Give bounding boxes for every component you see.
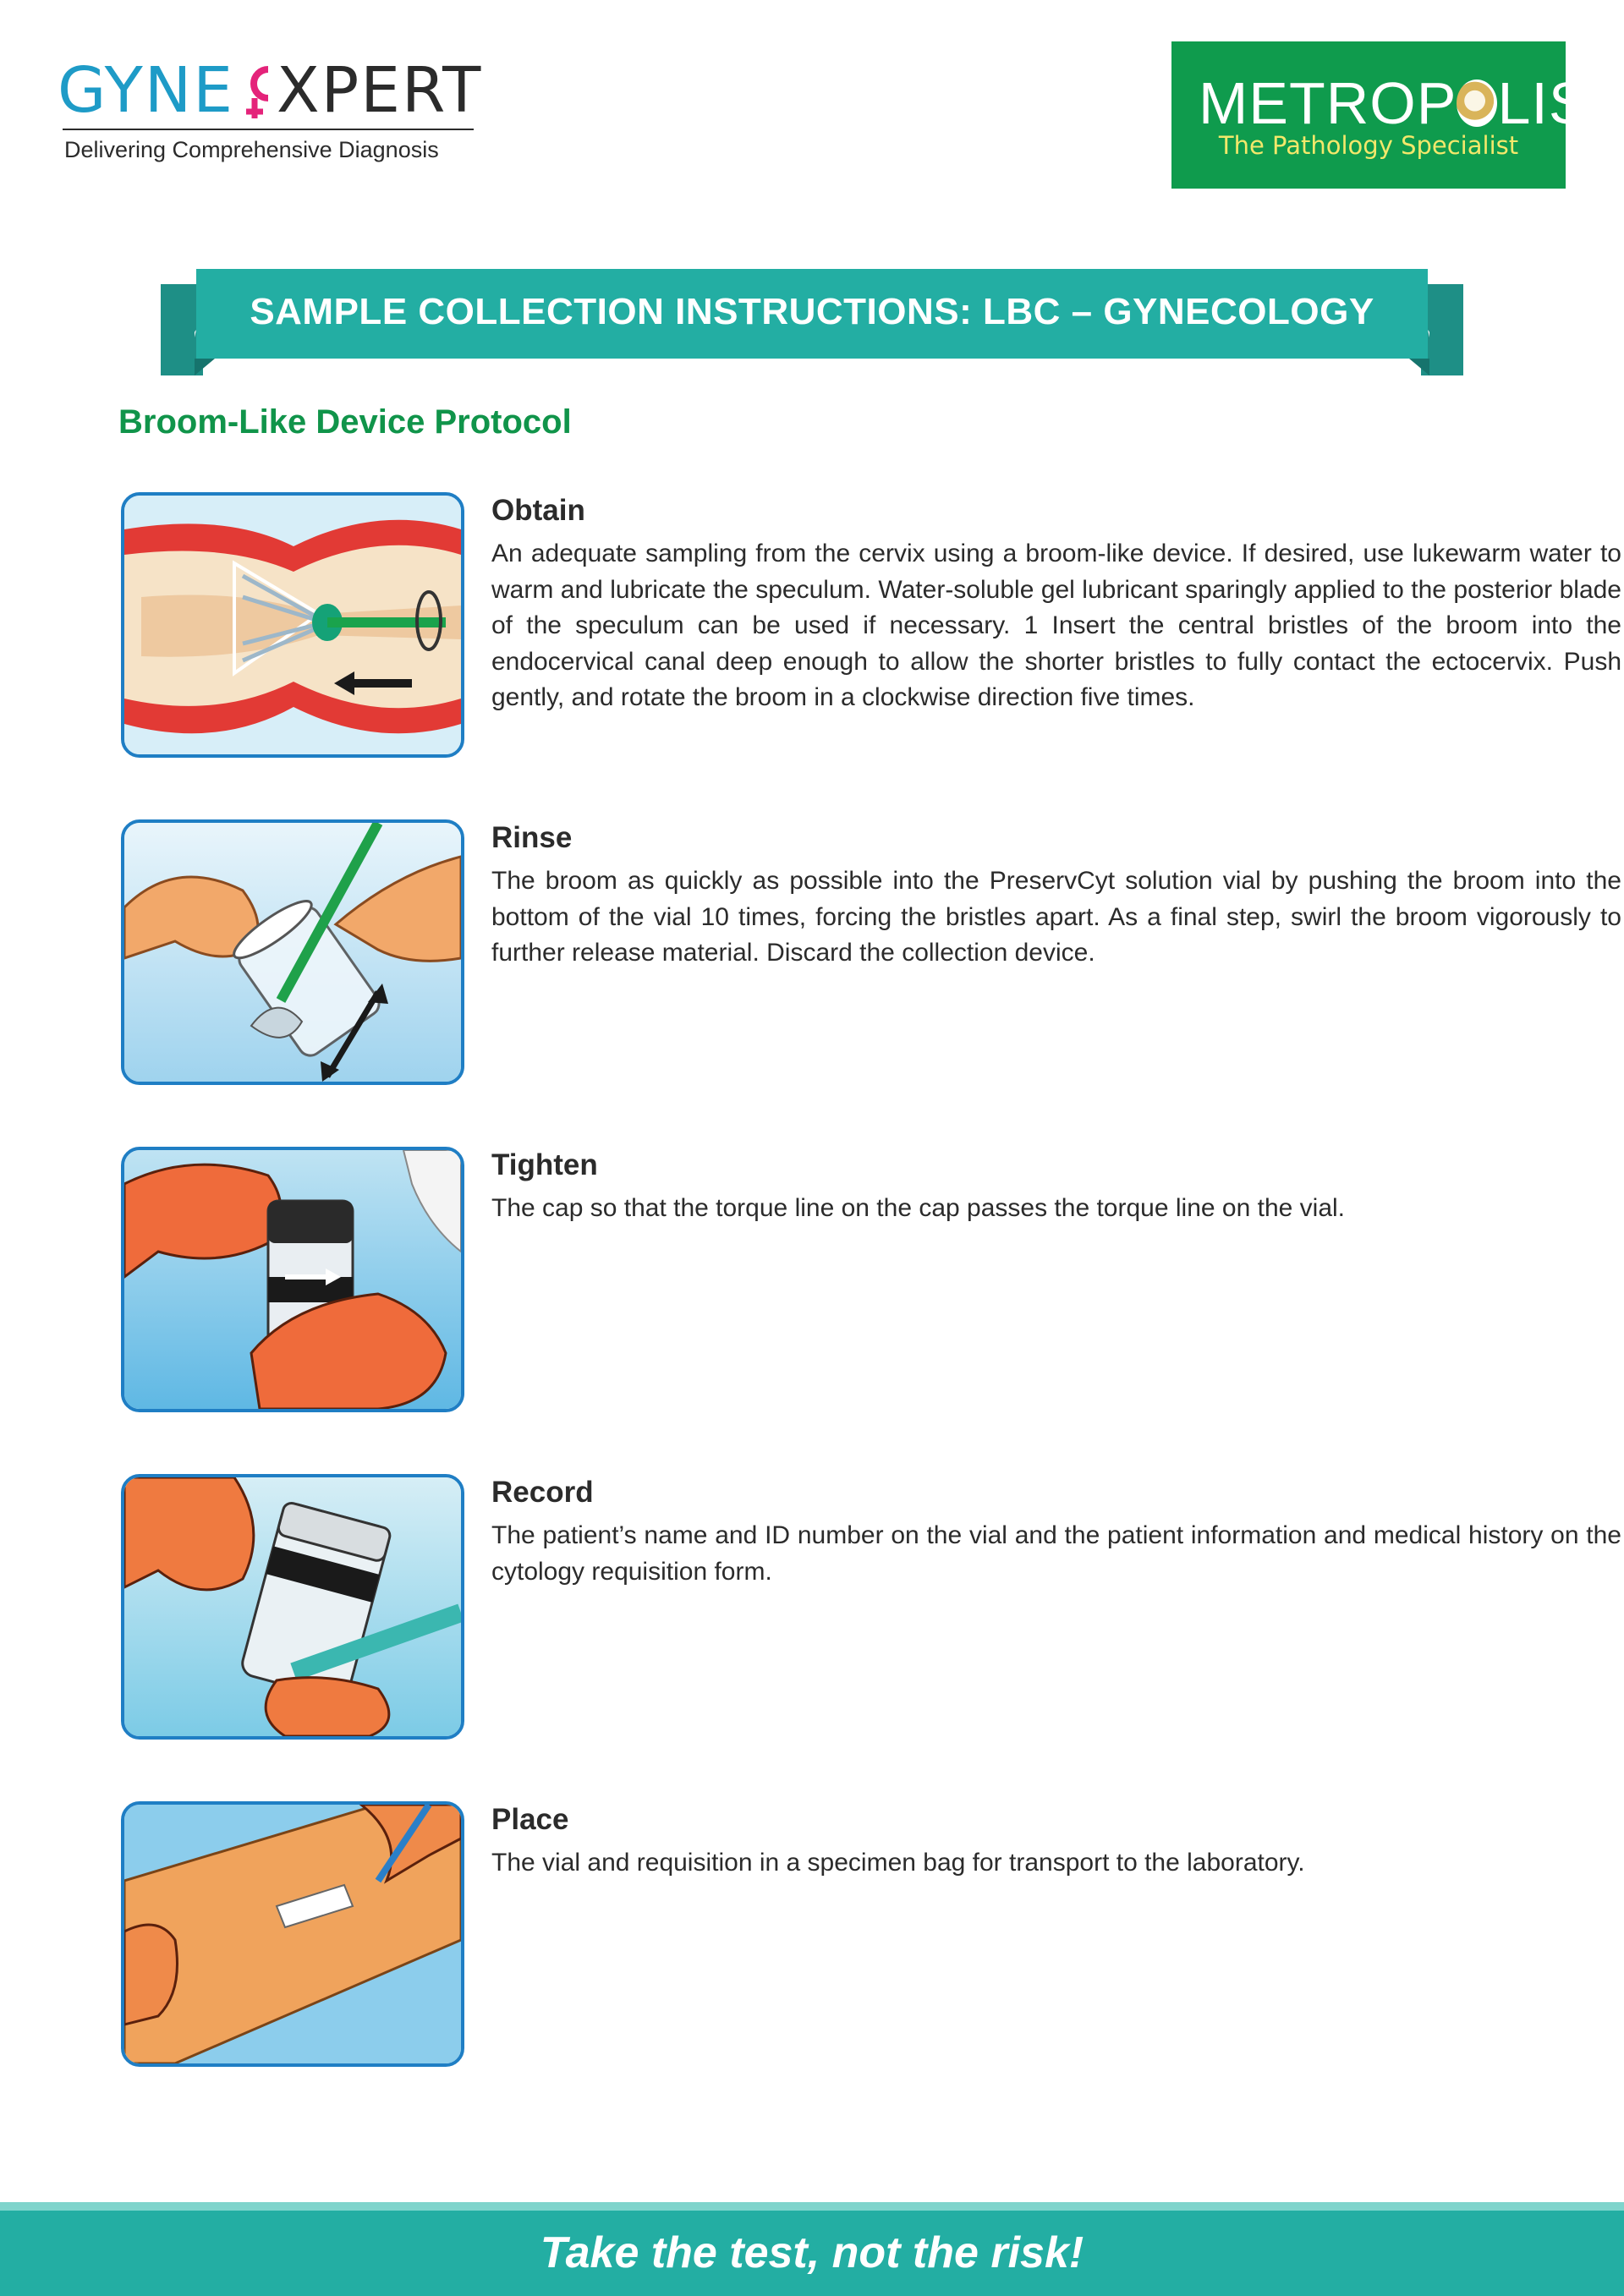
tighten-cap-illustration	[121, 1147, 464, 1412]
footer-bar	[0, 2211, 1624, 2296]
step-record	[118, 1474, 1621, 1745]
metropolis-globe-icon	[1457, 79, 1497, 127]
step-description: The broom as quickly as possible into the PreservCyt solution vial by pushing the broom into the bottom of the vial 10 times, forcing the bristles apart. As a final step, swirl the broom vigorously to further release material. Discard the collection device.	[491, 867, 1621, 967]
title-banner	[161, 269, 1463, 375]
footer-slogan: Take the test, not the risk!	[540, 2228, 1084, 2277]
gynexpert-divider	[63, 129, 474, 130]
step-title: Tighten	[491, 1148, 598, 1181]
record-label-illustration	[121, 1474, 464, 1740]
step-description: An adequate sampling from the cervix using a broom-like device. If desired, use lukewarm water to warm and lubricate the speculum. Water-soluble gel lubricant sparingly applied to the posterior blade of the speculum can be used if necessary. 1 Insert the central bristles of the broom into the endocervical canal deep enough to allow the shorter bristles to fully contact the ectocervix. Push gently, and rotate the broom in a clockwise direction five times.	[491, 540, 1621, 711]
specimen-bag-illustration	[121, 1801, 464, 2067]
footer-stripe	[0, 2202, 1624, 2211]
section-heading: Broom-Like Device Protocol	[118, 403, 572, 441]
banner-title: SAMPLE COLLECTION INSTRUCTIONS: LBC – GYNECOLOGY	[250, 291, 1374, 332]
metropolis-tagline: The Pathology Specialist	[1218, 131, 1519, 160]
step-place	[118, 1801, 1506, 2072]
gynexpert-tagline: Delivering Comprehensive Diagnosis	[64, 137, 439, 162]
cervix-broom-illustration	[121, 492, 464, 758]
step-description: The patient’s name and ID number on the vial and the patient information and medical history on the cytology requisition form.	[491, 1521, 1621, 1586]
venus-symbol-icon	[234, 59, 277, 129]
rinse-vial-illustration	[121, 819, 464, 1085]
step-title: Rinse	[491, 821, 573, 854]
step-tighten	[118, 1147, 1506, 1417]
gynexpert-wordmark: GYNE XPERT	[58, 54, 483, 127]
metropolis-logo	[1171, 41, 1589, 189]
metropolis-wordmark: METROP LIS	[1199, 70, 1589, 136]
step-description: The cap so that the torque line on the cap passes the torque line on the vial.	[491, 1194, 1345, 1222]
gynexpert-logo	[58, 54, 483, 169]
step-title: Record	[491, 1476, 594, 1509]
step-obtain	[118, 492, 1621, 763]
step-description: The vial and requisition in a specimen bag for transport to the laboratory.	[491, 1849, 1305, 1877]
step-title: Place	[491, 1803, 569, 1836]
step-rinse	[118, 819, 1621, 1090]
step-title: Obtain	[491, 494, 585, 527]
